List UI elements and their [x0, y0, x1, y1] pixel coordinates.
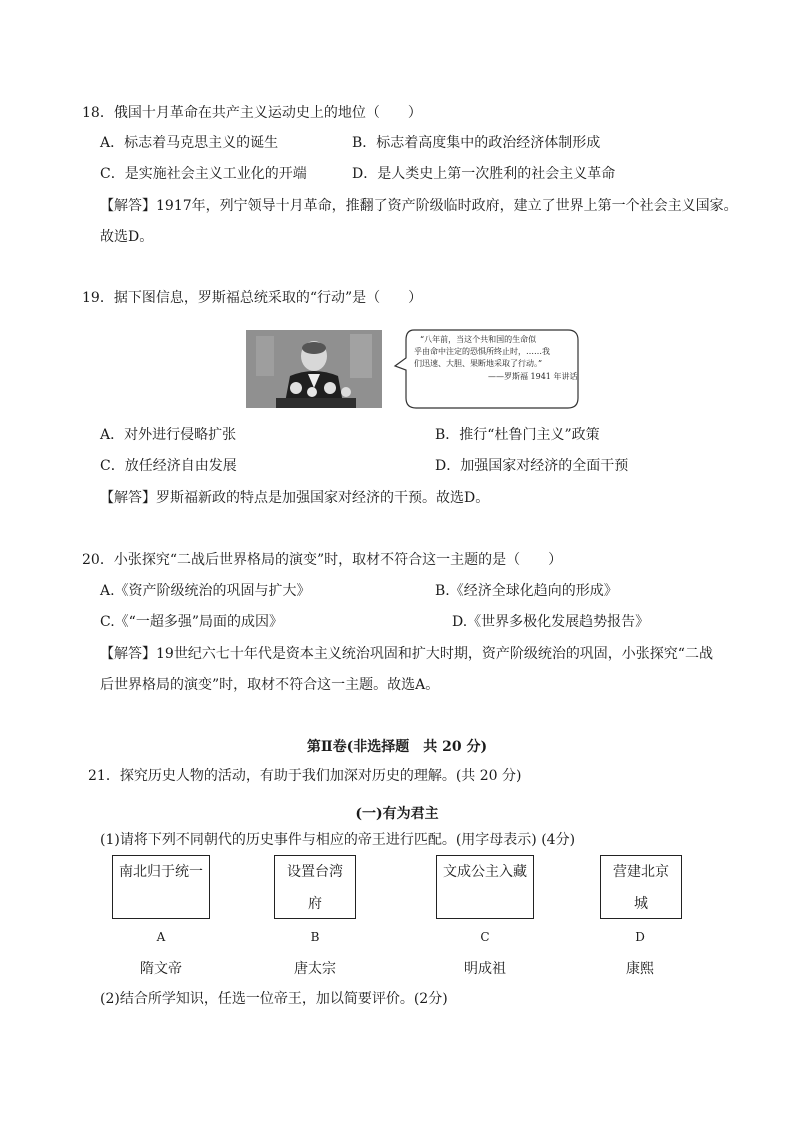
roosevelt-speech-photo: [246, 330, 382, 408]
emperor-name-d: 康熙: [626, 961, 654, 977]
q21-part1: (1)请将下列不同朝代的历史事件与相应的帝王进行匹配。(用字母表示) (4分): [100, 832, 576, 848]
q20-option-b: B.《经济全球化趋向的形成》: [435, 583, 618, 599]
q19-option-a: A．对外进行侵略扩张: [100, 427, 237, 443]
q18-option-b: B．标志着高度集中的政治经济体制形成: [352, 135, 601, 151]
event-box-line2: 府: [308, 896, 322, 912]
event-box-a: [112, 855, 210, 919]
event-box-line1: 文成公主入藏: [443, 864, 527, 880]
emperor-letter-b: B: [310, 930, 320, 944]
emperor-name-c: 明成祖: [464, 961, 506, 977]
emperor-name-b: 唐太宗: [294, 961, 336, 977]
q19-answer: 【解答】罗斯福新政的特点是加强国家对经济的干预。故选D。: [100, 490, 490, 506]
section-2-title: 第Ⅱ卷(非选择题 共 20 分): [306, 739, 488, 755]
emperor-name-a: 隋文帝: [140, 961, 182, 977]
roosevelt-photo-illustration: [246, 330, 382, 408]
quote-source: ——罗斯福 1941 年讲话: [488, 372, 578, 381]
q19-option-b: B．推行“杜鲁门主义”政策: [435, 427, 600, 443]
q20-answer-line1: 【解答】19世纪六七十年代是资本主义统治巩固和扩大时期，资产阶级统治的巩固，小张探究“二战: [100, 646, 713, 662]
q18-answer-line1: 【解答】1917年，列宁领导十月革命，推翻了资产阶级临时政府，建立了世界上第一个社会主义国家。: [100, 198, 738, 214]
emperor-letter-c: C: [480, 930, 490, 944]
event-box-line2: 城: [634, 896, 648, 912]
quote-line-1: “八年前，当这个共和国的生命似: [420, 335, 537, 344]
q20-stem: 20．小张探究“二战后世界格局的演变”时，取材不符合这一主题的是（ ）: [82, 552, 563, 568]
q20-option-d: D.《世界多极化发展趋势报告》: [452, 614, 650, 630]
q18-answer-line2: 故选D。: [100, 229, 154, 245]
q18-stem: 18．俄国十月革命在共产主义运动史上的地位（ ）: [82, 105, 422, 121]
q20-option-a: A.《资产阶级统治的巩固与扩大》: [100, 583, 311, 599]
q21-part2: (2)结合所学知识，任选一位帝王，加以简要评价。(2分): [100, 991, 448, 1007]
q19-stem: 19．据下图信息，罗斯福总统采取的“行动”是（ ）: [82, 290, 423, 306]
q19-option-d: D．加强国家对经济的全面干预: [435, 458, 629, 474]
event-box-b: [274, 855, 356, 919]
quote-line-2: 乎由命中注定的恐惧所终止时，……我: [414, 347, 550, 356]
event-box-d: [600, 855, 682, 919]
q21-subtitle: (一)有为君主: [355, 806, 439, 822]
q18-option-a: A．标志着马克思主义的诞生: [100, 135, 279, 151]
event-box-line1: 营建北京: [613, 864, 669, 880]
event-box-line1: 南北归于统一: [119, 864, 203, 880]
emperor-letter-a: A: [156, 930, 166, 944]
emperor-letter-d: D: [635, 930, 645, 944]
q21-stem: 21．探究历史人物的活动，有助于我们加深对历史的理解。(共 20 分): [88, 768, 522, 784]
event-box-line1: 设置台湾: [287, 864, 343, 880]
q20-answer-line2: 后世界格局的演变”时，取材不符合这一主题。故选A。: [100, 677, 440, 693]
q19-option-c: C．放任经济自由发展: [100, 458, 237, 474]
event-box-c: [436, 855, 534, 919]
quote-line-3: 们迅速、大胆、果断地采取了行动。”: [414, 359, 543, 368]
q18-option-c: C．是实施社会主义工业化的开端: [100, 166, 307, 182]
q18-option-d: D．是人类史上第一次胜利的社会主义革命: [352, 166, 616, 182]
q20-option-c: C.《“一超多强”局面的成因》: [100, 614, 283, 630]
